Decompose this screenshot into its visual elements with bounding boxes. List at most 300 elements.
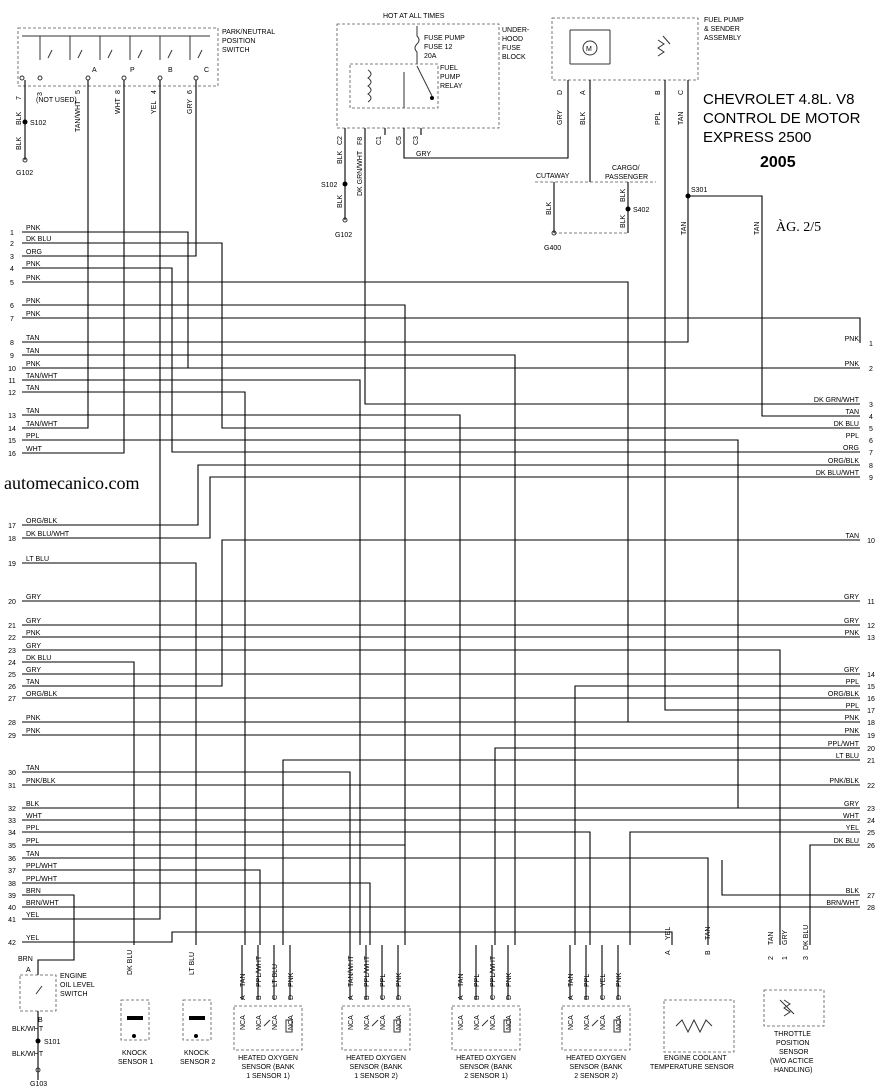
oil-label-2: OIL LEVEL bbox=[60, 982, 95, 989]
o2-nca: NCA bbox=[288, 1015, 295, 1030]
tps-pin-2: 2 bbox=[768, 956, 775, 960]
left-wire-color: GRY bbox=[26, 618, 42, 625]
right-wire-number: 18 bbox=[867, 720, 875, 727]
right-wire-number: 1 bbox=[869, 341, 873, 348]
left-wire-number: 9 bbox=[10, 353, 14, 360]
ect-label-1: ENGINE COOLANT bbox=[664, 1055, 727, 1062]
fp-pin-d: D bbox=[557, 89, 564, 95]
tps-wire-1: GRY bbox=[782, 929, 789, 945]
oil-label-3: SWITCH bbox=[60, 991, 88, 998]
left-wire-number: 11 bbox=[8, 378, 16, 385]
s402-label: S402 bbox=[633, 207, 650, 214]
right-wire-color: PPL bbox=[845, 679, 859, 686]
o2-nca: NCA bbox=[568, 1015, 575, 1030]
o2-wire-color: LT BLU bbox=[272, 963, 279, 987]
left-wire-number: 33 bbox=[8, 818, 16, 825]
tps-label-2: POSITION bbox=[776, 1040, 810, 1047]
o2-wire-color: PNK bbox=[288, 972, 295, 987]
left-wire-color: ORG/BLK bbox=[26, 691, 58, 698]
o2-nca: NCA bbox=[396, 1015, 403, 1030]
o2-nca: NCA bbox=[364, 1015, 371, 1030]
title-line-2: CONTROL DE MOTOR bbox=[703, 110, 861, 127]
tps-wire-2: TAN bbox=[768, 931, 775, 945]
right-wire-number: 22 bbox=[867, 783, 875, 790]
left-wire-number: 27 bbox=[8, 696, 16, 703]
title-year: 2005 bbox=[760, 154, 796, 171]
right-wire-color: GRY bbox=[843, 801, 859, 808]
o2-pin: C bbox=[600, 994, 607, 1000]
oil-pin-b: B bbox=[38, 1017, 43, 1024]
left-wire-number: 13 bbox=[8, 413, 16, 420]
o2-nca: NCA bbox=[458, 1015, 465, 1030]
pns-pin-c: C bbox=[204, 67, 210, 74]
left-wire-number: 32 bbox=[8, 806, 16, 813]
title-block bbox=[703, 91, 861, 235]
pns-wire-num-5: 4 bbox=[151, 90, 158, 94]
pns-wire-color-3: TAN/WHT bbox=[75, 100, 82, 132]
left-wire-color: PNK bbox=[26, 715, 41, 722]
o2-label: HEATED OXYGEN bbox=[566, 1055, 626, 1062]
pns-wire-color-4: WHT bbox=[115, 98, 122, 114]
o2-label: HEATED OXYGEN bbox=[346, 1055, 406, 1062]
pns-pin-a: A bbox=[92, 67, 97, 74]
relay-wire-num-c3: C3 bbox=[413, 136, 420, 145]
left-wire-color: YEL bbox=[26, 935, 40, 942]
left-wire-number: 1 bbox=[10, 230, 14, 237]
relay-gry-label: GRY bbox=[416, 151, 432, 158]
o2-pin: B bbox=[584, 995, 591, 1000]
underhood-fuse-block bbox=[321, 13, 530, 239]
relay-wire-num-c2: C2 bbox=[337, 136, 344, 145]
fp-pin-a: A bbox=[580, 90, 587, 95]
s301-tan-2: TAN bbox=[754, 221, 761, 235]
cutaway-label: CUTAWAY bbox=[536, 173, 570, 180]
underhood-label-1: UNDER- bbox=[502, 27, 530, 34]
title-line-1: CHEVROLET 4.8L. V8 bbox=[703, 91, 855, 108]
left-wire-number: 37 bbox=[8, 868, 16, 875]
cargo-label-1: CARGO/ bbox=[612, 165, 640, 172]
fp-pin-c: C bbox=[678, 89, 685, 95]
right-wire-color: PPL bbox=[845, 433, 859, 440]
right-wire-number: 15 bbox=[867, 684, 875, 691]
left-wire-color: ORG bbox=[26, 249, 42, 256]
o2-label: 2 SENSOR 1) bbox=[464, 1073, 508, 1080]
left-wire-color: GRY bbox=[26, 643, 42, 650]
oil-pin-a: A bbox=[26, 967, 31, 974]
right-wire-number: 12 bbox=[867, 623, 875, 630]
pns-blk-label: BLK bbox=[16, 136, 23, 150]
left-wire-color: GRY bbox=[26, 667, 42, 674]
left-wire-number: 20 bbox=[8, 599, 16, 606]
o2-wire-color: TAN bbox=[240, 973, 247, 987]
o2-nca: NCA bbox=[490, 1015, 497, 1030]
tps-label-4: (W/O ACTICE bbox=[770, 1058, 814, 1065]
knock1-wire: DK BLU bbox=[127, 949, 134, 975]
ect-wire-a: YEL bbox=[665, 926, 672, 940]
right-wire-number: 28 bbox=[867, 905, 875, 912]
o2-wire-color: PPL bbox=[584, 973, 591, 987]
left-wire-number: 19 bbox=[8, 561, 16, 568]
o2-pin: C bbox=[490, 994, 497, 1000]
tps-wire-3: DK BLU bbox=[803, 924, 810, 950]
o2-pin: C bbox=[380, 994, 387, 1000]
tps-label-3: SENSOR bbox=[779, 1049, 809, 1056]
o2-label: SENSOR (BANK bbox=[569, 1064, 623, 1071]
left-wire-color: TAN bbox=[26, 385, 40, 392]
o2-label: SENSOR (BANK bbox=[459, 1064, 513, 1071]
right-wire-number: 27 bbox=[867, 893, 875, 900]
g400-label: G400 bbox=[544, 245, 562, 252]
o2-pin: C bbox=[272, 994, 279, 1000]
right-wire-number: 6 bbox=[869, 438, 873, 445]
right-wire-number: 9 bbox=[869, 475, 873, 482]
o2-pin: B bbox=[364, 995, 371, 1000]
right-wire-number: 8 bbox=[869, 463, 873, 470]
fp-pin-b-color: PPL bbox=[655, 111, 662, 125]
left-wire-number: 35 bbox=[8, 843, 16, 850]
pns-wire-num-1: 7 bbox=[16, 96, 23, 100]
left-wire-number: 12 bbox=[8, 390, 16, 397]
left-wire-number: 7 bbox=[10, 316, 14, 323]
cut-blk-1: BLK bbox=[546, 201, 553, 215]
left-wire-color: GRY bbox=[26, 594, 42, 601]
right-wire-color: WHT bbox=[843, 813, 859, 820]
tps-label-5: HANDLING) bbox=[774, 1067, 813, 1074]
left-wire-number: 40 bbox=[8, 905, 16, 912]
left-wire-labels bbox=[8, 225, 70, 947]
o2-pin: D bbox=[396, 994, 403, 1000]
right-wire-number: 11 bbox=[867, 599, 875, 606]
right-wire-number: 13 bbox=[867, 635, 875, 642]
left-wire-color: WHT bbox=[26, 813, 42, 820]
fp-label-1: FUEL PUMP bbox=[704, 17, 744, 24]
left-wire-number: 38 bbox=[8, 881, 16, 888]
left-wire-number: 21 bbox=[8, 623, 16, 630]
relay-wire-color-c2: BLK bbox=[337, 150, 344, 164]
pns-pin-p: P bbox=[130, 67, 135, 74]
o2-nca: NCA bbox=[240, 1015, 247, 1030]
right-wire-number: 17 bbox=[867, 708, 875, 715]
left-wire-color: BRN/WHT bbox=[26, 900, 59, 907]
pns-wire-num-6: 6 bbox=[187, 90, 194, 94]
right-wire-color: DK BLU bbox=[833, 421, 859, 428]
left-wire-number: 2 bbox=[10, 241, 14, 248]
o2-nca: NCA bbox=[272, 1015, 279, 1030]
fp-pin-d-color: GRY bbox=[557, 109, 564, 125]
s301-tan-1: TAN bbox=[681, 221, 688, 235]
o2-label: 2 SENSOR 2) bbox=[574, 1073, 618, 1080]
right-wire-color: GRY bbox=[843, 667, 859, 674]
knock2-wire: LT BLU bbox=[189, 951, 196, 975]
left-wire-number: 23 bbox=[8, 648, 16, 655]
o2-nca: NCA bbox=[616, 1015, 623, 1030]
right-wire-color: PNK/BLK bbox=[829, 778, 859, 785]
left-wire-number: 24 bbox=[8, 660, 16, 667]
right-wire-number: 10 bbox=[867, 538, 875, 545]
pns-wire-num-3: 5 bbox=[75, 90, 82, 94]
watermark: automecanico.com bbox=[4, 473, 140, 493]
left-wire-number: 42 bbox=[8, 940, 16, 947]
relay-wire-num-f8: F8 bbox=[357, 136, 364, 145]
right-wire-number: 25 bbox=[867, 830, 875, 837]
tps-pin-1: 1 bbox=[782, 956, 789, 960]
right-wire-color: PNK bbox=[844, 336, 859, 343]
right-wire-color: ORG/BLK bbox=[827, 691, 859, 698]
o2-nca: NCA bbox=[600, 1015, 607, 1030]
o2-pin: B bbox=[256, 995, 263, 1000]
left-wire-color: PNK bbox=[26, 728, 41, 735]
o2-label: SENSOR (BANK bbox=[241, 1064, 295, 1071]
pns-wire-num-2: 3 bbox=[37, 92, 44, 96]
left-wire-number: 39 bbox=[8, 893, 16, 900]
relay-wire-color-f8: DK GRN/WHT bbox=[357, 150, 364, 196]
knock1-label-1: KNOCK bbox=[122, 1050, 147, 1057]
cut-blk-2: BLK bbox=[620, 188, 627, 202]
svg-text:M: M bbox=[586, 46, 592, 53]
fp-label-3: ASSEMBLY bbox=[704, 35, 742, 42]
knock2-label-2: SENSOR 2 bbox=[180, 1059, 216, 1066]
right-wire-color: BRN/WHT bbox=[826, 900, 859, 907]
fp-pin-b: B bbox=[655, 90, 662, 95]
left-wire-number: 14 bbox=[8, 426, 16, 433]
left-wire-color: ORG/BLK bbox=[26, 518, 58, 525]
tps-label-1: THROTTLE bbox=[774, 1031, 811, 1038]
relay-wire-num-c1: C1 bbox=[376, 136, 383, 145]
right-wire-color: LT BLU bbox=[835, 753, 859, 760]
pns-not-used: (NOT USED) bbox=[36, 97, 77, 104]
left-wire-number: 22 bbox=[8, 635, 16, 642]
wire-routing bbox=[22, 80, 860, 975]
left-wire-color: PPL bbox=[26, 825, 40, 832]
right-wire-color: BLK bbox=[845, 888, 859, 895]
underhood-label-2: HOOD bbox=[502, 36, 523, 43]
left-wire-color: PNK bbox=[26, 298, 41, 305]
o2-pin: A bbox=[458, 995, 465, 1000]
left-wire-color: PNK bbox=[26, 275, 41, 282]
left-wire-number: 34 bbox=[8, 830, 16, 837]
right-wire-number: 23 bbox=[867, 806, 875, 813]
pns-label-3: SWITCH bbox=[222, 47, 250, 54]
left-wire-color: TAN bbox=[26, 348, 40, 355]
underhood-label-3: FUSE bbox=[502, 45, 521, 52]
park-neutral-switch bbox=[16, 28, 275, 177]
fp-pin-c-color: TAN bbox=[678, 111, 685, 125]
left-wire-color: TAN bbox=[26, 408, 40, 415]
left-wire-color: PNK bbox=[26, 261, 41, 268]
oil-label-1: ENGINE bbox=[60, 973, 87, 980]
fp-pin-a-color: BLK bbox=[580, 111, 587, 125]
right-wire-number: 3 bbox=[869, 402, 873, 409]
relay-label-1: FUEL bbox=[440, 65, 458, 72]
left-wire-color: PNK bbox=[26, 225, 41, 232]
page-number: ÀG. 2/5 bbox=[776, 220, 822, 235]
left-wire-color: PPL/WHT bbox=[26, 863, 58, 870]
cargo-label-2: PASSENGER bbox=[605, 174, 649, 181]
relay-label-2: PUMP bbox=[440, 74, 461, 81]
o2-pin: B bbox=[474, 995, 481, 1000]
right-wire-color: PNK bbox=[844, 715, 859, 722]
left-wire-color: TAN bbox=[26, 335, 40, 342]
right-wire-color: GRY bbox=[843, 594, 859, 601]
pns-wire-num-4: 8 bbox=[115, 90, 122, 94]
o2-wire-color: TAN bbox=[568, 973, 575, 987]
o2-nca: NCA bbox=[474, 1015, 481, 1030]
left-wire-color: TAN bbox=[26, 679, 40, 686]
left-wire-number: 8 bbox=[10, 340, 14, 347]
right-wire-number: 5 bbox=[869, 426, 873, 433]
o2-wire-color: PPL/WHT bbox=[490, 955, 497, 987]
o2-sensor-2 bbox=[342, 945, 410, 1080]
right-wire-color: ORG/BLK bbox=[827, 458, 859, 465]
right-wire-color: ORG bbox=[843, 445, 859, 452]
o2-wire-color: PPL/WHT bbox=[256, 955, 263, 987]
g103-label: G103 bbox=[30, 1081, 48, 1088]
right-wire-color: TAN bbox=[845, 533, 859, 540]
o2-nca: NCA bbox=[348, 1015, 355, 1030]
oil-blkwht-2: BLK/WHT bbox=[12, 1051, 44, 1058]
o2-nca: NCA bbox=[256, 1015, 263, 1030]
right-wire-color: DK BLU bbox=[833, 838, 859, 845]
left-wire-number: 4 bbox=[10, 266, 14, 273]
g102-a-label: G102 bbox=[16, 170, 34, 177]
o2-sensor-1 bbox=[234, 945, 302, 1080]
left-wire-number: 28 bbox=[8, 720, 16, 727]
left-wire-number: 3 bbox=[10, 254, 14, 261]
left-wire-color: DK BLU bbox=[26, 236, 52, 243]
o2-pin: D bbox=[288, 994, 295, 1000]
left-wire-color: TAN/WHT bbox=[26, 373, 58, 380]
o2-label: HEATED OXYGEN bbox=[456, 1055, 516, 1062]
right-wire-labels bbox=[814, 336, 875, 912]
left-wire-color: PNK/BLK bbox=[26, 778, 56, 785]
pns-wire-color-5: YEL bbox=[151, 100, 158, 114]
hot-at-all-times: HOT AT ALL TIMES bbox=[383, 13, 445, 20]
oxygen-sensors bbox=[234, 945, 630, 1080]
o2-pin: A bbox=[348, 995, 355, 1000]
left-wire-number: 16 bbox=[8, 451, 16, 458]
left-wire-number: 26 bbox=[8, 684, 16, 691]
left-wire-color: LT BLU bbox=[26, 556, 50, 563]
right-wire-number: 4 bbox=[869, 414, 873, 421]
relay-blk-label: BLK bbox=[337, 194, 344, 208]
right-wire-color: PNK bbox=[844, 361, 859, 368]
right-wire-number: 14 bbox=[867, 672, 875, 679]
left-wire-color: YEL bbox=[26, 912, 40, 919]
o2-wire-color: YEL bbox=[600, 973, 607, 987]
right-wire-color: PNK bbox=[844, 728, 859, 735]
pns-label-1: PARK/NEUTRAL bbox=[222, 29, 276, 36]
fuse-label-3: 20A bbox=[424, 53, 437, 60]
left-wire-color: BRN bbox=[26, 888, 41, 895]
right-wire-number: 16 bbox=[867, 696, 875, 703]
left-wire-color: WHT bbox=[26, 446, 42, 453]
right-wire-number: 24 bbox=[867, 818, 875, 825]
right-wire-color: YEL bbox=[845, 825, 859, 832]
left-wire-number: 31 bbox=[8, 783, 16, 790]
right-wire-number: 2 bbox=[869, 366, 873, 373]
right-wire-color: DK BLU/WHT bbox=[815, 470, 859, 477]
knock2-label-1: KNOCK bbox=[184, 1050, 209, 1057]
s301-label: S301 bbox=[691, 187, 708, 194]
left-wire-color: TAN bbox=[26, 765, 40, 772]
right-wire-color: DK GRN/WHT bbox=[813, 397, 859, 404]
o2-label: 1 SENSOR 1) bbox=[246, 1073, 290, 1080]
o2-label: 1 SENSOR 2) bbox=[354, 1073, 398, 1080]
relay-label-3: RELAY bbox=[440, 83, 463, 90]
left-wire-number: 25 bbox=[8, 672, 16, 679]
o2-wire-color: PPL bbox=[474, 973, 481, 987]
bottom-components bbox=[12, 925, 824, 1088]
s102-a-label: S102 bbox=[30, 120, 47, 127]
ect-label-2: TEMPERATURE SENSOR bbox=[650, 1064, 734, 1071]
o2-wire-color: PPL bbox=[380, 973, 387, 987]
left-wire-number: 6 bbox=[10, 303, 14, 310]
left-wire-number: 36 bbox=[8, 856, 16, 863]
o2-pin: D bbox=[616, 994, 623, 1000]
title-line-3: EXPRESS 2500 bbox=[703, 129, 812, 146]
left-wire-number: 5 bbox=[10, 280, 14, 287]
underhood-label-4: BLOCK bbox=[502, 54, 526, 61]
left-wire-number: 18 bbox=[8, 536, 16, 543]
pns-label-2: POSITION bbox=[222, 38, 256, 45]
left-wire-color: PPL/WHT bbox=[26, 876, 58, 883]
left-wire-color: PNK bbox=[26, 630, 41, 637]
o2-pin: A bbox=[568, 995, 575, 1000]
o2-nca: NCA bbox=[584, 1015, 591, 1030]
pns-wire-color-1: BLK bbox=[16, 111, 23, 125]
tps-pin-3: 3 bbox=[803, 956, 810, 960]
left-wire-color: TAN bbox=[26, 851, 40, 858]
left-wire-number: 17 bbox=[8, 523, 16, 530]
right-wire-color: GRY bbox=[843, 618, 859, 625]
o2-label: SENSOR (BANK bbox=[349, 1064, 403, 1071]
fuse-label-1: FUSE PUMP bbox=[424, 35, 465, 42]
o2-wire-color: TAN bbox=[458, 973, 465, 987]
left-wire-color: TAN/WHT bbox=[26, 421, 58, 428]
o2-wire-color: PNK bbox=[396, 972, 403, 987]
right-wire-color: TAN bbox=[845, 409, 859, 416]
left-wire-number: 41 bbox=[8, 917, 16, 924]
left-wire-number: 15 bbox=[8, 438, 16, 445]
right-wire-color: PNK bbox=[844, 630, 859, 637]
knock1-label-2: SENSOR 1 bbox=[118, 1059, 154, 1066]
pns-pin-b: B bbox=[168, 67, 173, 74]
right-wire-number: 20 bbox=[867, 746, 875, 753]
left-wire-color: BLK bbox=[26, 801, 40, 808]
left-wire-color: PNK bbox=[26, 311, 41, 318]
right-wire-number: 26 bbox=[867, 843, 875, 850]
o2-sensor-3 bbox=[452, 945, 520, 1080]
o2-label: HEATED OXYGEN bbox=[238, 1055, 298, 1062]
g102-b-label: G102 bbox=[335, 232, 353, 239]
oil-brn: BRN bbox=[18, 956, 33, 963]
o2-wire-color: PNK bbox=[616, 972, 623, 987]
oil-blkwht-1: BLK/WHT bbox=[12, 1026, 44, 1033]
left-wire-color: PNK bbox=[26, 361, 41, 368]
cut-blk-3: BLK bbox=[620, 214, 627, 228]
o2-wire-color: TAN/WHT bbox=[348, 955, 355, 987]
fuse-label-2: FUSE 12 bbox=[424, 44, 453, 51]
left-wire-number: 10 bbox=[8, 366, 16, 373]
o2-wire-color: PPL/WHT bbox=[364, 955, 371, 987]
o2-nca: NCA bbox=[506, 1015, 513, 1030]
relay-wire-num-c5: C5 bbox=[396, 136, 403, 145]
pns-wire-color-6: GRY bbox=[187, 98, 194, 114]
left-wire-color: PPL bbox=[26, 838, 40, 845]
s102-b-label: S102 bbox=[321, 182, 338, 189]
right-wire-color: PPL/WHT bbox=[827, 741, 859, 748]
ect-wire-b: TAN bbox=[705, 926, 712, 940]
